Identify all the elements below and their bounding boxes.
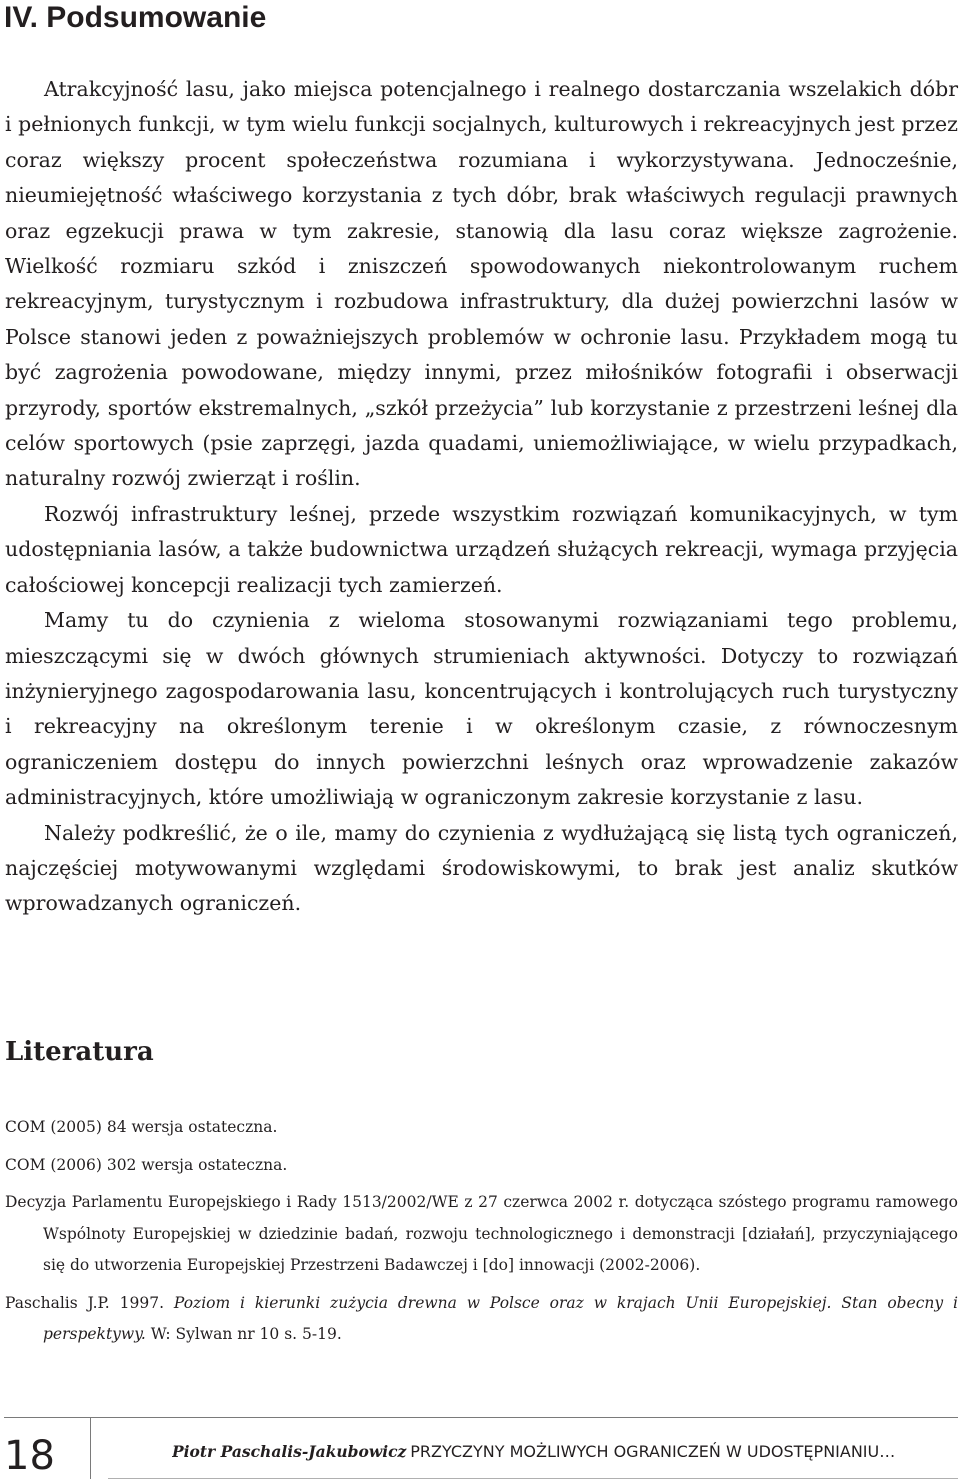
reference-item: COM (2006) 302 wersja ostateczna. — [5, 1155, 288, 1174]
paragraph: Mamy tu do czynienia z wieloma stosowanymi rozwiązaniami tego problemu, mieszczącymi się w dwóch głównych strumieniach aktywności. Dotyczy to rozwiązań inżynieryjnego zagospodarowania lasu, koncentrujących i kontrolujących ruch turystyczny i rekreacyjny na określonym terenie i w określonym czasie, z równoczesnym ograniczeniem dostępu do innych powierzchni leśnych oraz wprowadzenie zakazów administracyjnych, które umożliwiają w ograniczonym zakresie korzystanie z lasu. — [5, 608, 958, 810]
reference-item — [5, 1288, 958, 1351]
reference-list — [5, 1112, 958, 1357]
running-footer — [172, 1440, 958, 1465]
footer-author: Piotr Paschalis-Jakubowicz — [172, 1442, 407, 1461]
paragraph: Rozwój infrastruktury leśnej, przede wszystkim rozwiązań komunikacyjnych, w tym udostępniania lasów, a także budownictwa urządzeń służących rekreacji, wymaga przyjęcia całościowej koncepcji realizacji tych zamierzeń. — [5, 501, 958, 597]
literature-heading: Literatura — [5, 1037, 154, 1067]
reference-source: W: Sylwan nr 10 s. 5-19. — [145, 1325, 342, 1343]
footer-running-title: PRZYCZYNY MOŻLIWYCH OGRANICZEŃ W UDOSTĘPNIANIU… — [410, 1442, 896, 1461]
reference-item: COM (2005) 84 wersja ostateczna. — [5, 1118, 278, 1136]
section-title: IV. Podsumowanie — [4, 1, 267, 34]
reference-item: Decyzja Parlamentu Europejskiego i Rady 1513/2002/WE z 27 czerwca 2002 r. dotycząca szóstego programu ramowego Wspólnoty Europejskiej w dziedzinie badań, rozwoju technologicznego i demonstracji [działań], przyczyniającego się do utworzenia Europejskiej Przestrzeni Badawczej i [do] innowacji (2002-2006). — [5, 1193, 958, 1274]
footer-underline — [108, 1478, 958, 1479]
footer-vertical-divider — [90, 1417, 91, 1479]
paragraph: Należy podkreślić, że o ile, mamy do czynienia z wydłużającą się listą tych ograniczeń, najczęściej motywowanymi względami środowiskowymi, to brak jest analiz skutków wprowadzanych ograniczeń. — [5, 820, 958, 916]
footer-divider — [4, 1417, 958, 1418]
summary-body — [5, 72, 958, 922]
paragraph: Atrakcyjność lasu, jako miejsca potencjalnego i realnego dostarczania wszelakich dóbr i pełnionych funkcji, w tym wielu funkcji socjalnych, kulturowych i rekreacyjnych jest przez coraz większy procent społeczeństwa rozumiana i wykorzystywana. Jednocześnie, nieumiejętność właściwego korzystania z tych dóbr, brak właściwych regulacji prawnych oraz egzekucji prawa w tym zakresie, stanowią dla lasu coraz większe zagrożenie. Wielkość rozmiaru szkód i zniszczeń spowodowanych niekontrolowanym ruchem rekreacyjnym, turystycznym i rozbudowa infrastruktury, dla dużej powierzchni lasów w Polsce stanowi jeden z poważniejszych problemów w ochronie lasu. Przykładem mogą tu być zagrożenia powodowane, między innymi, przez miłośników fotografii i obserwacji przyrody, sportów ekstremalnych, „szkół przeżycia” lub korzystanie z przestrzeni leśnej dla celów sportowych (psie zaprzęgi, jazda quadami, uniemożliwiające, w wielu przypadkach, naturalny rozwój zwierząt i roślin. — [5, 77, 958, 491]
reference-author-year: Paschalis J.P. 1997. — [5, 1293, 174, 1312]
reference-title: Poziom i kierunki zużycia drewna w Polsce oraz w krajach Unii Europejskiej. Stan obecny i perspektywy. — [43, 1293, 959, 1343]
page-number: 18 — [4, 1433, 55, 1479]
